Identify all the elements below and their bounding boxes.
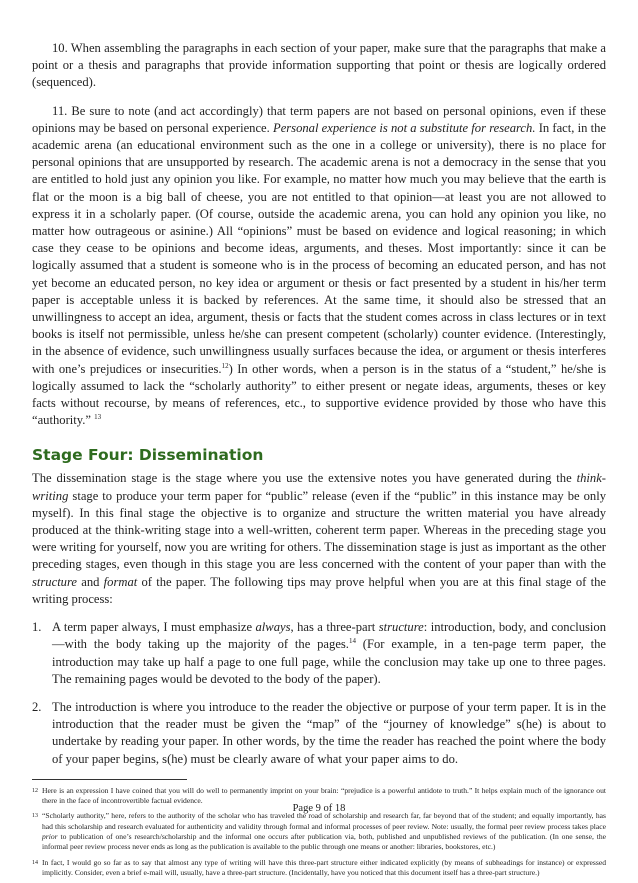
paragraph-tip-10 — [32, 40, 606, 92]
footnote-text-b: to publication of one’s research/scholarship and the informal one occurs after publication via, both, published and unpublished reviews of the publication. (In one sense, the informal peer review process never ends as long as the publication is available to the public through one means or another: libraries, bookstores, etc.) — [42, 831, 606, 852]
section-heading: Stage Four: Dissemination — [32, 446, 264, 465]
paragraph-tip-11-part3: ) In other words, when a person is in the status of a “student,” he/she is logically assumed to lack the “scholarly authority” to either present or negate ideas, arguments, theses or key facts without recourse, by means of references, etc., to supportive evidence provided by those who have this “authority.” — [32, 361, 607, 428]
paragraph-tip-10-text: 10. When assembling the paragraphs in each section of your paper, make sure that the paragraphs that make a point or a thesis and paragraphs that provide information supporting that point or thesis are logically ordered (sequenced). — [32, 41, 606, 90]
footnote-mark: 14 — [32, 859, 38, 866]
tips-list — [32, 619, 606, 768]
dissemination-paragraph — [32, 470, 606, 608]
dissemination-text-2: stage to produce your term paper for “public” release (even if the “public” in this instance may be only myself). In this final stage the objective is to organize and structure the written material you have already produced at the think-writing stage into a well-written, coherent term paper. Whereas in the preceding stage you were writing for yourself, now you are writing for others. The dissemination stage is just as important as the other preceding stages, even though in this stage you are less concerned with the content of your paper than with the — [32, 488, 607, 572]
dissemination-text-3: and — [81, 574, 100, 589]
footnote-divider — [32, 779, 187, 780]
paragraph-tip-11-part2: In fact, in the academic arena (an educational environment such as the one in a college or university), there is no place for personal opinions that are unsupported by research. The academic arena is not a democracy in the sense that you are entitled to hold just any opinion you like. For example, no matter how much you may believe that the earth is flat or the moon is a big ball of cheese, you are not entitled to that opinion—at least you are not allowed to express it in a scholarly paper. (Of course, outside the academic arena, you can hold any opinion you like, no matter how outrageous or asinine.) All “opinions” must be based on evidence and logical reasoning; in which case they cease to be opinions and become ideas, arguments, and theses. Most importantly: since it can be logically assumed that a student is someone who is in the process of becoming an educated person, and has not yet become an educated person, no key idea or argument or thesis or fact presented by a student in his/her term paper is acceptable unless it is backed by references. At the same time, it should also be stressed that an unwillingness to accept an idea, argument, thesis or facts that the student comes across in class lectures or in text books is itself not permissible, unless he/she can present competent (scholarly) counter evidence. (Interestingly, in the absence of evidence, such unwillingness usually surfaces because the idea, or argument or thesis interferes with one’s prejudices or insecurities. — [32, 120, 606, 376]
footnote-ref-13[interactable]: 13 — [94, 413, 102, 422]
list-item — [32, 699, 606, 768]
footnote-text-a: “Scholarly authority,” here, refers to the authority of the scholar who has traveled the road of scholarship and research far, far beyond that of the student; and equally importantly, has had this scholarship and research evaluated for authenticity and validity through formal and informal processes of peer review. Note: usually, the formal peer review process takes place — [42, 811, 606, 831]
dissemination-emphasis-think-writing: think-writing — [32, 471, 607, 503]
page-number: Page 9 of 18 — [292, 803, 346, 814]
tip-1-emphasis-always: always — [255, 620, 291, 635]
page-content — [32, 40, 606, 883]
dissemination-emphasis-structure: structure — [32, 574, 78, 589]
paragraph-tip-11 — [32, 103, 606, 430]
footnote-mark: 13 — [32, 813, 38, 820]
footnote-mark: 12 — [32, 787, 38, 794]
dissemination-emphasis-format: format — [103, 574, 138, 589]
footnote-ref-14[interactable]: 14 — [348, 637, 356, 646]
footnote-text: In fact, I would go so far as to say that almost any type of writing will have this three-part structure either indicated explicitly (by means of subheadings for instance) or expressed implicitly. Consider, even a brief e-mail will, usually, have a three-part structure. (Incidentally, have you noticed that this document itself has a three-part structure.) — [42, 857, 606, 877]
dissemination-text-1: The dissemination stage is the stage where you use the extensive notes you have generated during the — [32, 471, 572, 486]
tip-1-text-a: A term paper always, I must emphasize — [52, 620, 253, 635]
footnote-ref-12[interactable]: 12 — [221, 361, 229, 370]
tip-1-text-d: (For example, in a ten-page term paper, the introduction may take up half a page to one full page, while the conclusion may take up one to three pages. The remaining pages would be devoted to the body of the paper). — [52, 637, 607, 686]
tip-1-emphasis-structure: structure — [378, 620, 424, 635]
footnote-emphasis-prior: prior — [42, 831, 58, 841]
tip-1-text-b: , has a three-part — [290, 620, 376, 635]
list-item-number: 2. — [32, 699, 42, 714]
dissemination-text-4: of the paper. The following tips may prove helpful when you are at this final stage of the writing process: — [32, 574, 606, 606]
paragraph-tip-11-emphasis: Personal experience is not a substitute for research. — [273, 120, 536, 135]
list-item — [32, 619, 606, 688]
paragraph-tip-11-part1: 11. Be sure to note (and act accordingly) that term papers are not based on personal opinions, even if these opinions may be based on personal experience. — [32, 103, 606, 135]
tip-1-text-c: : introduction, body, and conclusion—with the body taking up the majority of the pages. — [52, 620, 606, 652]
footnote-13 — [32, 811, 606, 852]
list-item-number: 1. — [32, 620, 42, 635]
footnote-text: Here is an expression I have coined that you will do well to permanently imprint on your brain: “prejudice is a powerful antidote to truth.” It helps explain much of the ignorance out there in the face of incontrovertible factual evidence. — [42, 785, 606, 806]
footnote-14 — [32, 858, 606, 879]
tip-2-text: The introduction is where you introduce to the reader the objective or purpose of your term paper. It is in the introduction that the reader must be given the “map” of the “journey of knowledge” s(he) is about to undertake by reading your paper. In other words, by the time the reader has reached the point where the body of your paper begins, s(he) must be clearly aware of what your paper aims to do. — [52, 699, 606, 766]
